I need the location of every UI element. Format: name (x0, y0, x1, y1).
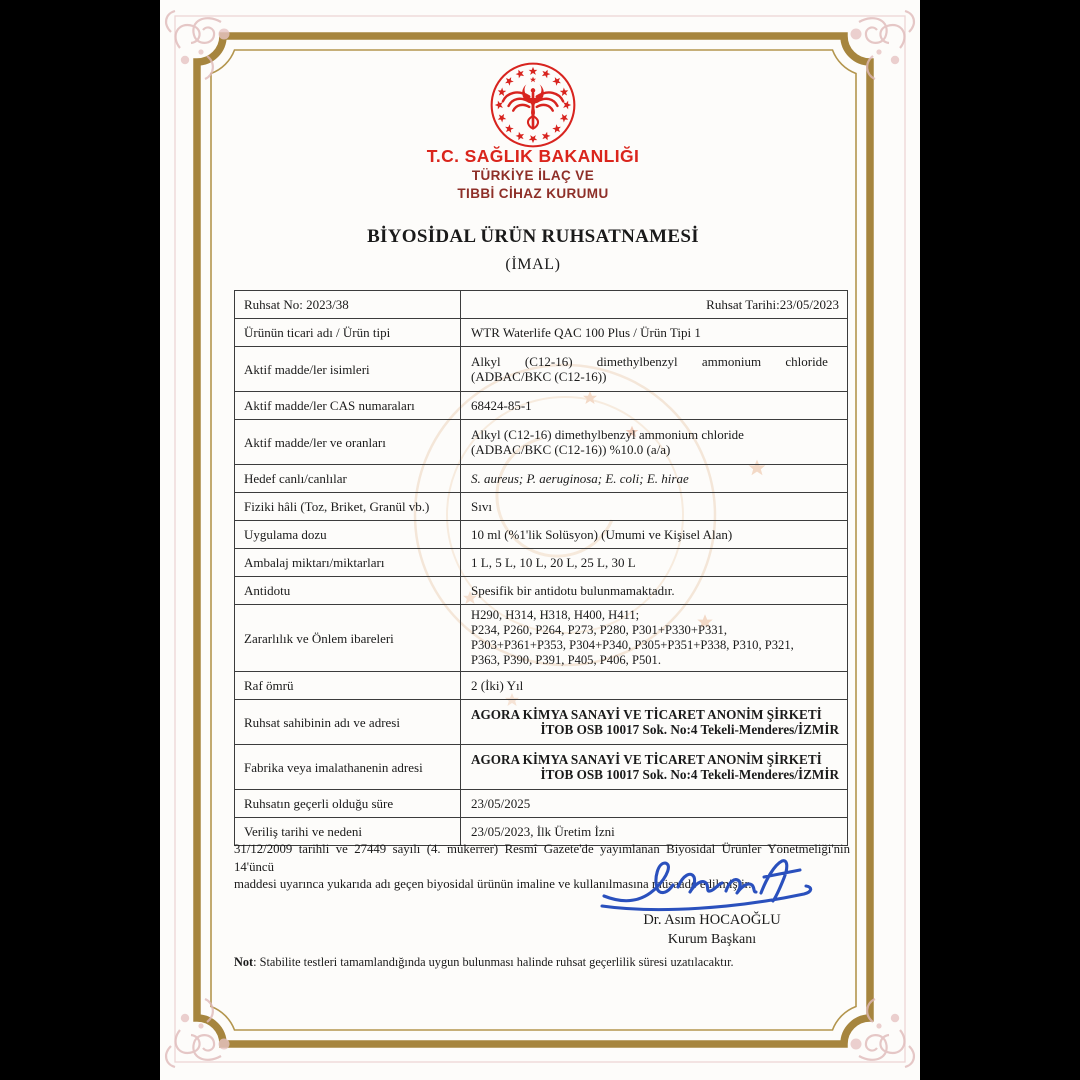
row-value-line: S. aureus; P. aeruginosa; E. coli; E. hirae (471, 470, 689, 486)
row-value (461, 745, 847, 789)
row-value-line: H290, H314, H318, H400, H411; (471, 608, 640, 623)
table-row (235, 699, 847, 744)
row-value-line: 10 ml (%1'lik Solüsyon) (Umumi ve Kişisel Alan) (471, 526, 733, 542)
row-value-line: Ruhsat Tarihi:23/05/2023 (706, 296, 839, 312)
row-label: Aktif madde/ler isimleri (235, 347, 461, 391)
row-value-line: Sıvı (471, 498, 492, 514)
row-value-line: AGORA KİMYA SANAYİ VE TİCARET ANONİM ŞİRKETİ (471, 706, 822, 722)
table-row (235, 520, 847, 548)
row-label: Ambalaj miktarı/miktarları (235, 549, 461, 576)
note (234, 955, 854, 970)
row-value (461, 392, 847, 419)
row-value-line: P234, P260, P264, P273, P280, P301+P330+P331, (471, 623, 727, 638)
table-row (235, 604, 847, 671)
row-label: Veriliş tarihi ve nedeni (235, 818, 461, 845)
table-row (235, 391, 847, 419)
table-row (235, 492, 847, 520)
row-value (461, 700, 847, 744)
row-value-line: 2 (İki) Yıl (471, 677, 524, 693)
row-label: Aktif madde/ler CAS numaraları (235, 392, 461, 419)
row-value (461, 672, 847, 699)
signature-image (596, 856, 820, 916)
row-value-line: 23/05/2023, İlk Üretim İzni (471, 823, 615, 839)
row-value-line: AGORA KİMYA SANAYİ VE TİCARET ANONİM ŞİRKETİ (471, 751, 822, 767)
row-label: Ruhsatın geçerli olduğu süre (235, 790, 461, 817)
row-label: Ruhsat No: 2023/38 (235, 291, 461, 318)
table-row (235, 318, 847, 346)
row-label: Uygulama dozu (235, 521, 461, 548)
row-value-line: İTOB OSB 10017 Sok. No:4 Tekeli-Menderes/İZMİR (540, 767, 839, 782)
row-label: Raf ömrü (235, 672, 461, 699)
row-value (461, 549, 847, 576)
footer-paragraph-line2: maddesi uyarınca yukarıda adı geçen biyosidal ürünün imaline ve kullanılmasına müsaade edilmiştir. (234, 877, 752, 891)
table-row (235, 419, 847, 464)
note-label: Not (234, 955, 254, 969)
certificate-page (160, 0, 920, 1080)
note-text: : Stabilite testleri tamamlandığında uygun bulunması halinde ruhsat geçerlilik süresi uzatılacaktır. (253, 955, 734, 969)
signer-name: Dr. Asım HOCAOĞLU (643, 912, 781, 928)
row-value-line: İTOB OSB 10017 Sok. No:4 Tekeli-Menderes/İZMİR (540, 722, 839, 737)
row-label: Aktif madde/ler ve oranları (235, 420, 461, 464)
row-value (461, 347, 847, 391)
row-label: Fiziki hâli (Toz, Briket, Granül vb.) (235, 493, 461, 520)
row-value (461, 493, 847, 520)
row-value-line: Alkyl (C12-16) dimethylbenzyl ammonium chloride (471, 426, 744, 442)
row-label: Ürünün ticari adı / Ürün tipi (235, 319, 461, 346)
row-value-line: 68424-85-1 (471, 397, 532, 413)
license-table (234, 290, 848, 846)
document-subtitle: (İMAL) (505, 256, 561, 273)
row-value (461, 790, 847, 817)
row-value (461, 291, 847, 318)
table-row (235, 671, 847, 699)
agency-name-line2: TIBBİ CİHAZ KURUMU (457, 186, 609, 201)
row-label: Zararlılık ve Önlem ibareleri (235, 605, 461, 671)
footer-paragraph-line1: 31/12/2009 tarihli ve 27449 sayılı (4. mükerrer) Resmî Gazete'de yayımlanan Biyosidal Ürünler Yönetmeliği'nin 14'üncü (234, 842, 850, 874)
row-value (461, 577, 847, 604)
table-row (235, 291, 847, 318)
row-label: Hedef canlı/canlılar (235, 465, 461, 492)
row-value (461, 465, 847, 492)
row-value-line: Alkyl (C12-16) dimethylbenzyl ammonium chloride (471, 353, 828, 369)
row-value-line: 1 L, 5 L, 10 L, 20 L, 25 L, 30 L (471, 554, 636, 570)
row-label: Antidotu (235, 577, 461, 604)
table-row (235, 744, 847, 789)
table-row (235, 789, 847, 817)
ministry-of-health-logo (486, 58, 580, 152)
table-row (235, 576, 847, 604)
row-value-line: WTR Waterlife QAC 100 Plus / Ürün Tipi 1 (471, 324, 701, 340)
row-value-line: Spesifik bir antidotu bulunmamaktadır. (471, 582, 675, 598)
row-value (461, 420, 847, 464)
row-label: Ruhsat sahibinin adı ve adresi (235, 700, 461, 744)
document-title: BİYOSİDAL ÜRÜN RUHSATNAMESİ (367, 226, 699, 247)
row-label: Fabrika veya imalathanenin adresi (235, 745, 461, 789)
table-row (235, 548, 847, 576)
table-row (235, 464, 847, 492)
row-value (461, 605, 847, 671)
row-value (461, 521, 847, 548)
row-value-line: (ADBAC/BKC (C12-16)) %10.0 (a/a) (471, 442, 671, 457)
signer-title: Kurum Başkanı (667, 932, 757, 947)
agency-name-line1: TÜRKİYE İLAÇ VE (471, 168, 595, 183)
ministry-name: T.C. SAĞLIK BAKANLIĞI (426, 146, 640, 166)
row-value (461, 319, 847, 346)
row-value-line: (ADBAC/BKC (C12-16)) (471, 369, 607, 384)
agency-name (153, 167, 913, 203)
row-value-line: P363, P390, P391, P405, P406, P501. (471, 652, 662, 667)
table-row (235, 346, 847, 391)
row-value-line: 23/05/2025 (471, 795, 531, 811)
row-value-line: P303+P361+P353, P304+P340, P305+P351+P338, P310, P321, (471, 638, 794, 652)
